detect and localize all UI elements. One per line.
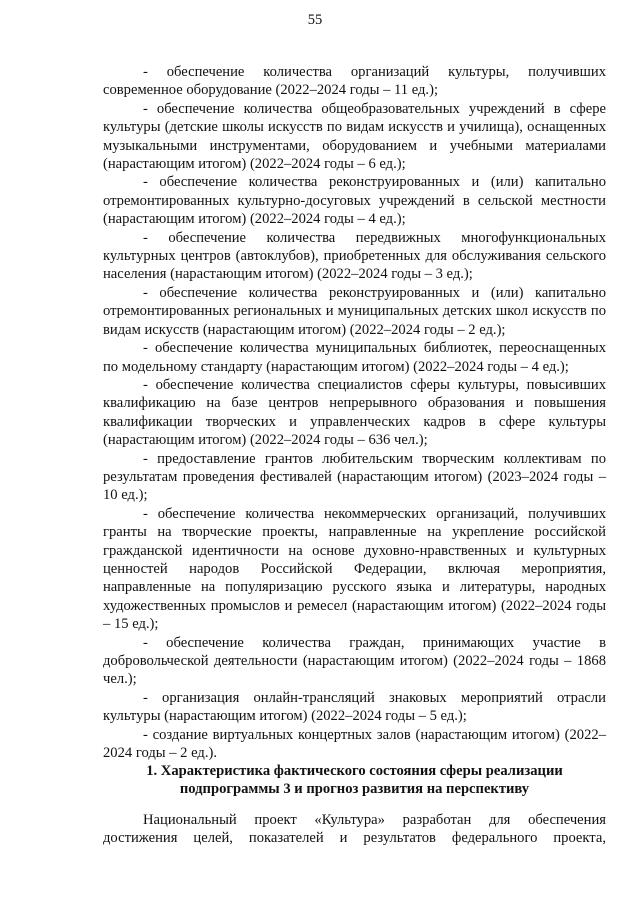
list-item: - обеспечение количества реконструированных и (или) капитально отремонтированных культурно-досуговых учреждений в сельской местности (нарастающим итогом) (2022–2024 годы – 4 ед.); <box>103 174 606 228</box>
list-item: - предоставление грантов любительским творческим коллективам по результатам проведения фестивалей (нарастающим итогом) (2023–2024 годы – 10 ед.); <box>103 450 606 504</box>
list-item: - обеспечение количества специалистов сферы культуры, повысивших квалификацию на базе центров непрерывного образования и повышения квалификации творческих и управленческих кадров в сфере культуры (нарастающим итогом) (2022–2024 годы – 636 чел.); <box>103 376 606 449</box>
section-heading <box>103 762 606 799</box>
list-item: - обеспечение количества организаций культуры, получивших современное оборудование (2022–2024 годы – 11 ед.); <box>103 64 606 99</box>
list-item: - организация онлайн-трансляций знаковых мероприятий отрасли культуры (нарастающим итогом) (2022–2024 годы – 5 ед.); <box>103 689 606 725</box>
section-heading-line: подпрограммы 3 и прогноз развития на перспективу <box>179 781 530 798</box>
document-body <box>103 63 606 762</box>
list-item: - обеспечение количества реконструированных и (или) капитально отремонтированных региональных и муниципальных детских школ искусств по видам искусств (нарастающим итогом) (2022–2024 годы – 2 ед.); <box>103 284 606 338</box>
list-item: - обеспечение количества передвижных многофункциональных культурных центров (автоклубов), приобретенных для обслуживания сельского населения (нарастающим итогом) (2022–2024 годы – 3 ед.); <box>103 229 606 283</box>
intro-paragraph: Национальный проект «Культура» разработан для обеспечения достижения целей, показателей и результатов федерального проекта, <box>103 812 606 847</box>
list-item: - обеспечение количества граждан, принимающих участие в добровольческой деятельности (нарастающим итогом) (2022–2024 годы – 1868 чел.); <box>103 634 606 688</box>
list-item: - обеспечение количества общеобразовательных учреждений в сфере культуры (детские школы искусств по видам искусств и училища), оснащенных музыкальными инструментами, оборудованием и учебными материалами (нарастающим итогом) (2022–2024 годы – 6 ед.); <box>103 100 606 173</box>
list-item: - создание виртуальных концертных залов (нарастающим итогом) (2022–2024 годы – 2 ед.). <box>103 726 606 762</box>
page-number: 55 <box>307 12 323 28</box>
list-item: - обеспечение количества муниципальных библиотек, переоснащенных по модельному стандарту (нарастающим итогом) (2022–2024 годы – 4 ед.); <box>103 340 606 375</box>
list-item: - обеспечение количества некоммерческих организаций, получивших гранты на творческие проекты, направленные на укрепление российской гражданской идентичности на основе духовно-нравственных и культурных ценностей народов Российской Федерации, включая мероприятия, направленные на популяризацию русского языка и литературы, народных художественных промыслов и ремесел (нарастающим итогом) (2022–2024 годы – 15 ед.); <box>103 505 606 633</box>
section-heading-line: 1. Характеристика фактического состояния сферы реализации <box>146 763 563 779</box>
